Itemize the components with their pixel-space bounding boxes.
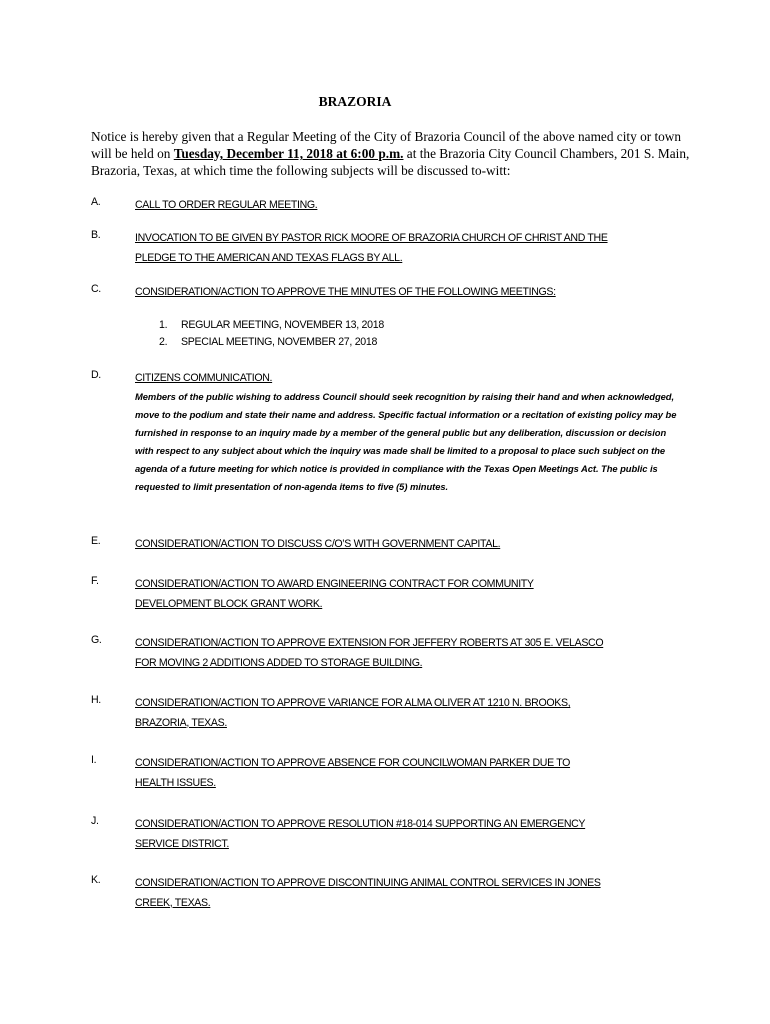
item-text: CONSIDERATION/ACTION TO APPROVE DISCONTINUING ANIMAL CONTROL SERVICES IN JONES CREEK, TEXAS. (135, 877, 601, 909)
meeting-notice (91, 128, 691, 179)
item-letter: D. (91, 369, 101, 381)
citizens-communication-note: Members of the public wishing to address Council should seek recognition by raising their hand and when acknowledged, move to the podium and state their name and address. Specific factual information or a recitation of existing policy may be furnished in response to an inquiry made by a member of the general public but any deliberation, discussion or decision with respect to any subject about which the inquiry was made shall be limited to a proposal to place such subject on the agenda of a future meeting for which notice is provided in compliance with the Texas Open Meetings Act. The public is requested to limit presentation of non-agenda items to five (5) minutes. (135, 391, 677, 492)
item-text: CALL TO ORDER REGULAR MEETING. (135, 199, 318, 211)
item-letter: H. (91, 694, 101, 706)
notice-text-start: Notice is hereby given that a Regular Meeting of the City of Brazoria Council of the above named city or town will be held on (91, 129, 682, 161)
item-letter: I. (91, 754, 97, 766)
item-text: CITIZENS COMMUNICATION. (135, 372, 273, 384)
item-letter: B. (91, 229, 101, 241)
item-letter: F. (91, 575, 99, 587)
item-text: CONSIDERATION/ACTION TO APPROVE RESOLUTION #18-014 SUPPORTING AN EMERGENCY SERVICE DISTRICT. (135, 818, 586, 850)
item-text: CONSIDERATION/ACTION TO APPROVE VARIANCE FOR ALMA OLIVER AT 1210 N. BROOKS, BRAZORIA, TEXAS. (135, 697, 571, 729)
item-letter: E. (91, 535, 101, 547)
item-letter: C. (91, 283, 101, 295)
page-title: BRAZORIA (318, 94, 392, 109)
item-text: INVOCATION TO BE GIVEN BY PASTOR RICK MOORE OF BRAZORIA CHURCH OF CHRIST AND THE PLEDGE TO THE AMERICAN AND TEXAS FLAGS BY ALL. (135, 232, 608, 264)
item-text: CONSIDERATION/ACTION TO APPROVE THE MINUTES OF THE FOLLOWING MEETINGS: (135, 286, 556, 298)
item-text: CONSIDERATION/ACTION TO AWARD ENGINEERING CONTRACT FOR COMMUNITY DEVELOPMENT BLOCK GRANT WORK. (135, 578, 534, 610)
item-text: CONSIDERATION/ACTION TO APPROVE ABSENCE FOR COUNCILWOMAN PARKER DUE TO HEALTH ISSUES. (135, 757, 571, 789)
item-letter: G. (91, 634, 102, 646)
meeting-list-item: 1. REGULAR MEETING, NOVEMBER 13, 2018 (159, 319, 384, 331)
item-letter: J. (91, 815, 99, 827)
item-letter: A. (91, 196, 101, 208)
notice-text-end: at the Brazoria City Council Chambers, 201 S. Main, Brazoria, Texas, at which time the following subjects will be discussed to-witt: (91, 146, 690, 178)
meeting-date: Tuesday, December 11, 2018 at 6:00 p.m. (173, 146, 404, 161)
item-text: CONSIDERATION/ACTION TO APPROVE EXTENSION FOR JEFFERY ROBERTS AT 305 E. VELASCO FOR MOVING 2 ADDITIONS ADDED TO STORAGE BUILDING. (135, 637, 604, 669)
meeting-list-item: 2. SPECIAL MEETING, NOVEMBER 27, 2018 (159, 336, 378, 348)
item-letter: K. (91, 874, 101, 886)
item-text: CONSIDERATION/ACTION TO DISCUSS C/O’S WITH GOVERNMENT CAPITAL. (135, 538, 501, 550)
meeting-list (159, 317, 384, 351)
